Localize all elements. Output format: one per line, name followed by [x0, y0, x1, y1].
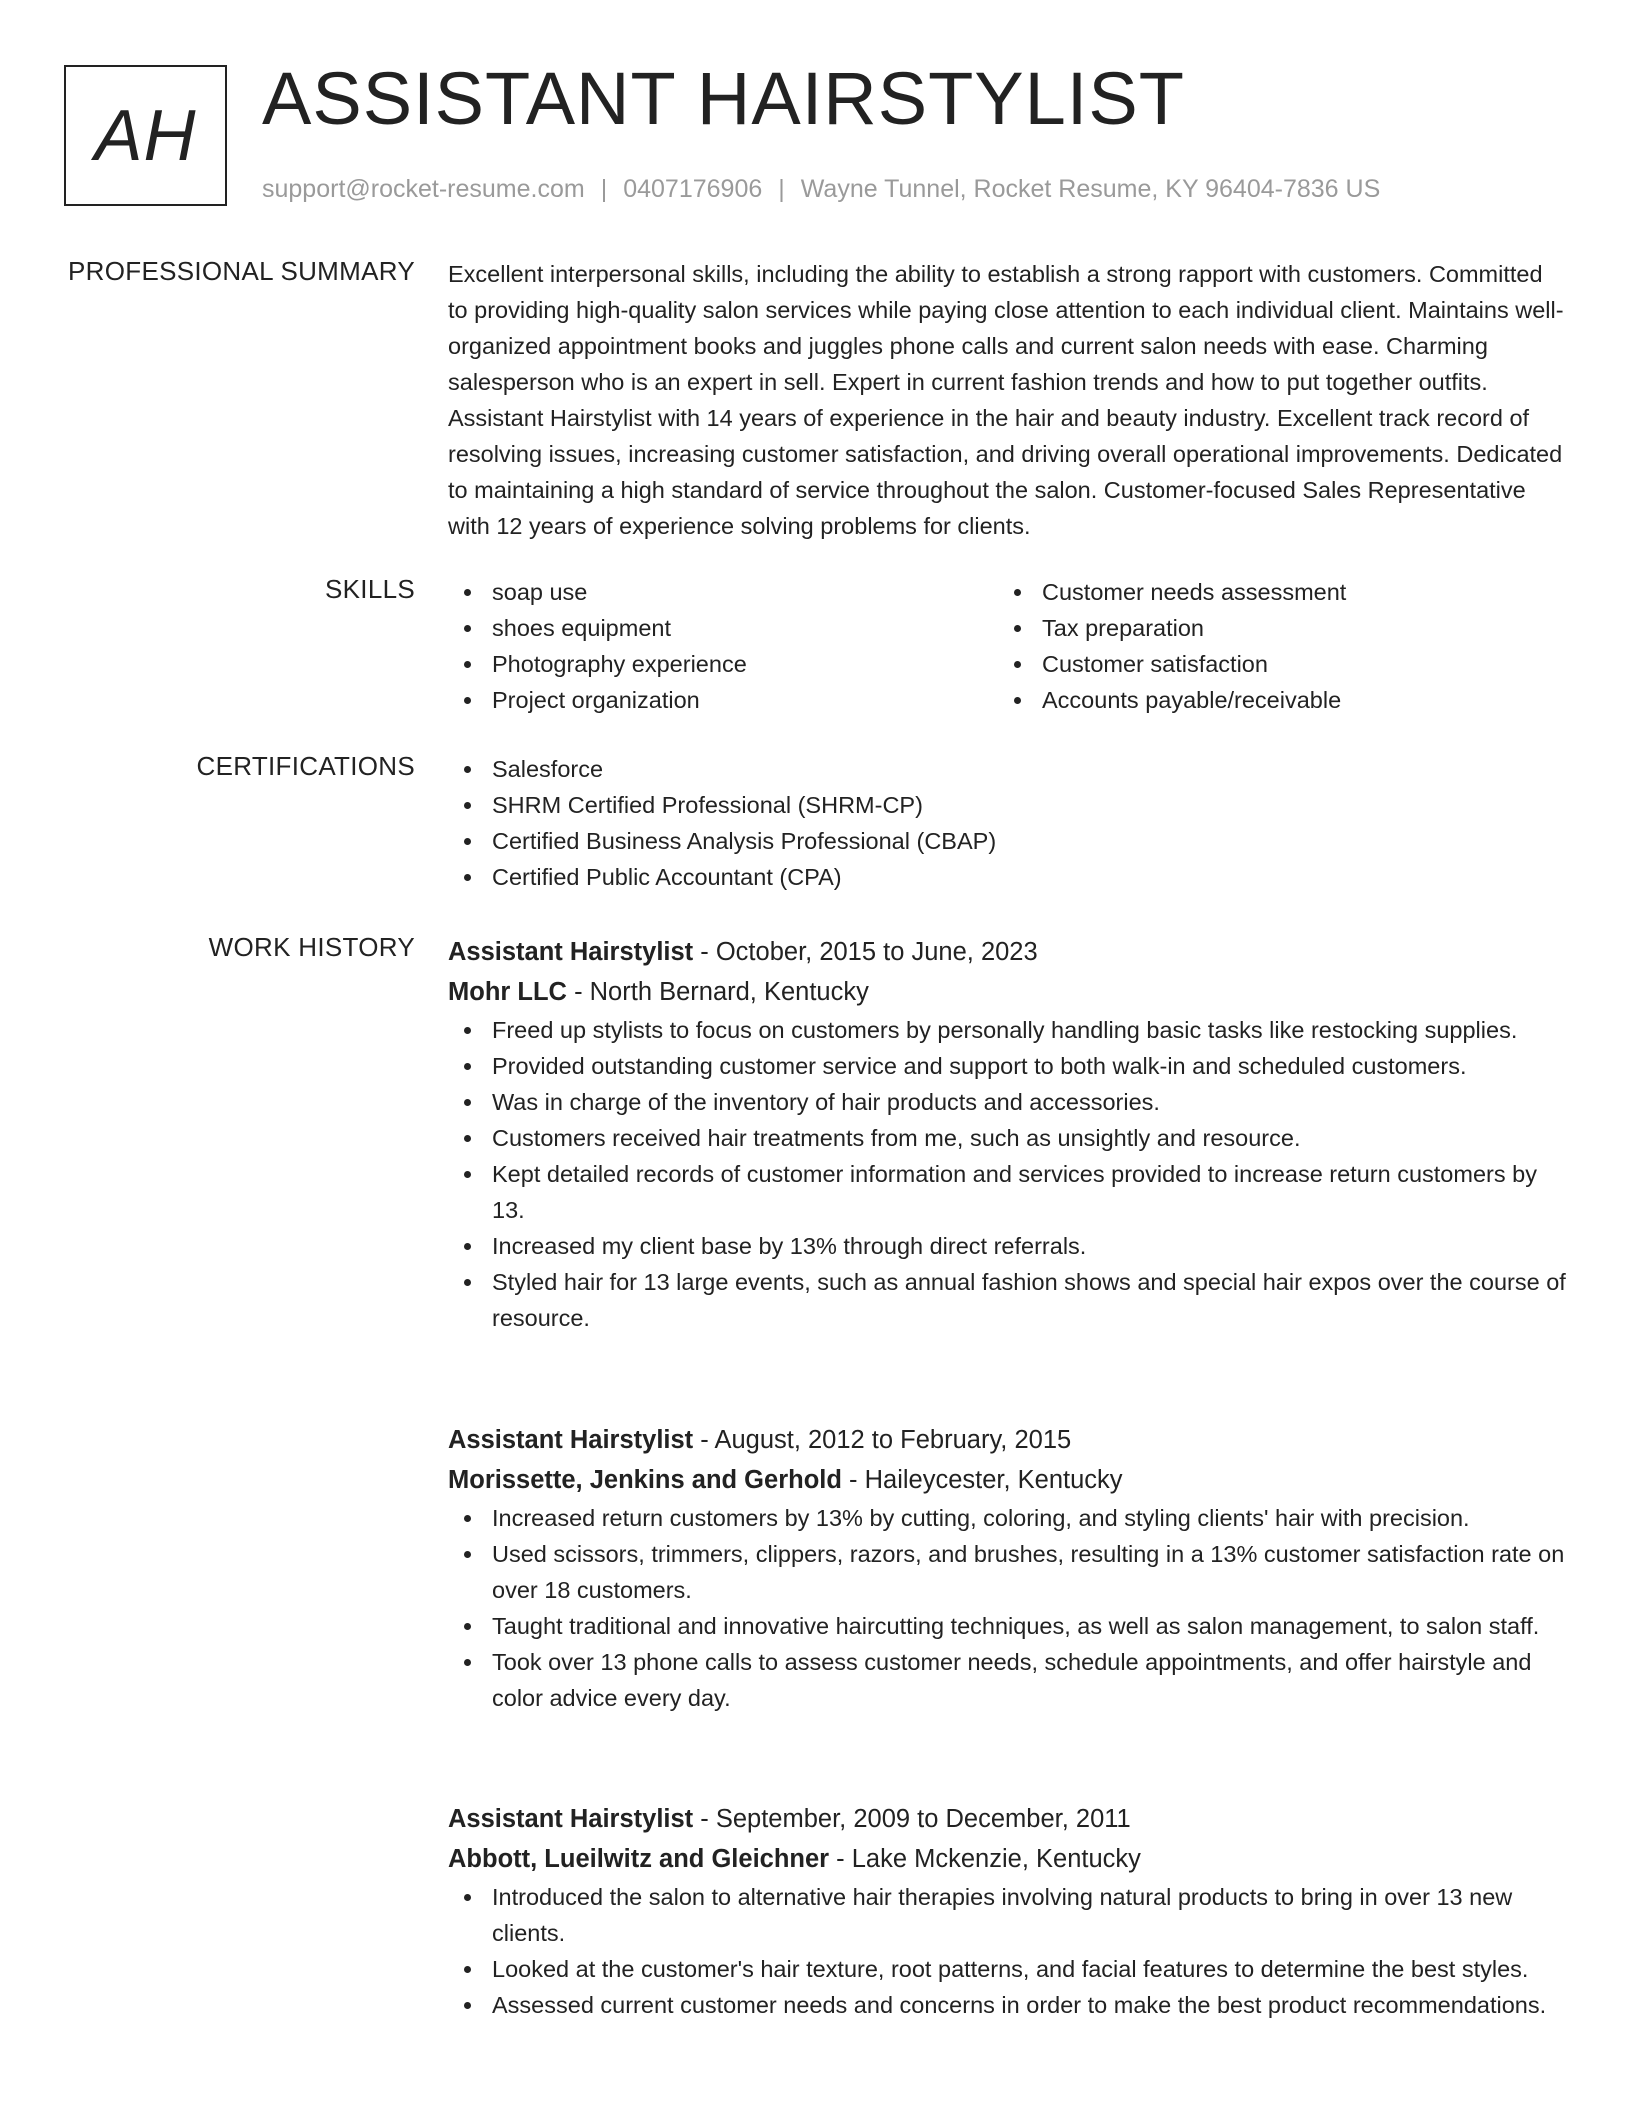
contact-email: support@rocket-resume.com [262, 175, 585, 203]
job-title-line [448, 1799, 1568, 1839]
job-bullet: Looked at the customer's hair texture, root patterns, and facial features to determine the best styles. [448, 1951, 1568, 1987]
contact-phone: 0407176906 [623, 175, 763, 203]
job-bullet: Introduced the salon to alternative hair therapies involving natural products to bring in over 13 new clients. [448, 1879, 1568, 1951]
skills-list-left [448, 574, 998, 718]
certification-item: SHRM Certified Professional (SHRM-CP) [448, 787, 1568, 823]
summary-label: PROFESSIONAL SUMMARY [68, 256, 415, 286]
skills-column-left [448, 574, 998, 718]
certifications-label: CERTIFICATIONS [196, 751, 415, 781]
job-title: Assistant Hairstylist [448, 1426, 694, 1454]
skill-item: Customer needs assessment [998, 574, 1548, 610]
job-company-line [448, 1839, 1568, 1879]
skill-item: Project organization [448, 682, 998, 718]
job-entry [448, 1420, 1568, 1716]
resume-title: ASSISTANT HAIRSTYLIST [262, 57, 1185, 140]
job-title-line [448, 1420, 1568, 1460]
job-bullet: Customers received hair treatments from me, such as unsightly and resource. [448, 1120, 1568, 1156]
job-bullet: Taught traditional and innovative haircutting techniques, as well as salon management, to salon staff. [448, 1608, 1568, 1644]
job-dates: - October, 2015 to June, 2023 [693, 938, 1038, 966]
skills-body [448, 574, 1568, 718]
job-title-line [448, 932, 1568, 972]
job-company: Mohr LLC [448, 978, 567, 1006]
job-location: - Lake Mckenzie, Kentucky [829, 1845, 1141, 1873]
skill-item: Photography experience [448, 646, 998, 682]
job-dates: - August, 2012 to February, 2015 [693, 1426, 1072, 1454]
contact-address: Wayne Tunnel, Rocket Resume, KY 96404-7836 US [800, 175, 1381, 203]
certification-item: Certified Public Accountant (CPA) [448, 859, 1568, 895]
skill-item: Accounts payable/receivable [998, 682, 1548, 718]
job-bullet: Took over 13 phone calls to assess customer needs, schedule appointments, and offer hairstyle and color advice every day. [448, 1644, 1568, 1716]
job-location: - Haileycester, Kentucky [841, 1466, 1123, 1494]
skill-item: soap use [448, 574, 998, 610]
job-bullet: Used scissors, trimmers, clippers, razors, and brushes, resulting in a 13% customer satisfaction rate on over 18 customers. [448, 1536, 1568, 1608]
job-title: Assistant Hairstylist [448, 1805, 694, 1833]
job-title: Assistant Hairstylist [448, 938, 694, 966]
job-company: Morissette, Jenkins and Gerhold [448, 1466, 842, 1494]
skill-item: shoes equipment [448, 610, 998, 646]
job-location: - North Bernard, Kentucky [566, 978, 869, 1006]
certification-item: Salesforce [448, 751, 1568, 787]
certifications-body [448, 751, 1568, 895]
skill-item: Tax preparation [998, 610, 1548, 646]
certifications-list [448, 751, 1568, 895]
skills-grid [448, 574, 1568, 718]
job-company-line [448, 1460, 1568, 1500]
job-bullet: Freed up stylists to focus on customers by personally handling basic tasks like restocking supplies. [448, 1012, 1568, 1048]
skill-item: Customer satisfaction [998, 646, 1548, 682]
job-bullet: Kept detailed records of customer information and services provided to increase return customers by 13. [448, 1156, 1568, 1228]
job-entry [448, 1799, 1568, 2023]
summary-text: Excellent interpersonal skills, including the ability to establish a strong rapport with customers. Committed to providing high-quality salon services while paying close attention to each individual client. Maintains well-organized appointment books and juggles phone calls and current salon needs with ease. Charming salesperson who is an expert in sell. Expert in current fashion trends and how to put together outfits. Assistant Hairstylist with 14 years of experience in the hair and beauty industry. Excellent track record of resolving issues, increasing customer satisfaction, and driving overall operational improvements. Dedicated to maintaining a high standard of service throughout the salon. Customer-focused Sales Representative with 12 years of experience solving problems for clients. [448, 261, 1564, 539]
job-bullet: Styled hair for 13 large events, such as annual fashion shows and special hair expos over the course of resource. [448, 1264, 1568, 1336]
job-dates: - September, 2009 to December, 2011 [693, 1805, 1131, 1833]
job-company: Abbott, Lueilwitz and Gleichner [448, 1845, 830, 1873]
contact-line [262, 175, 1380, 204]
job-bullet-list [448, 1500, 1568, 1716]
job-bullet: Provided outstanding customer service and support to both walk-in and scheduled customers. [448, 1048, 1568, 1084]
skills-list-right [998, 574, 1548, 718]
job-company-line [448, 972, 1568, 1012]
skills-column-right [998, 574, 1548, 718]
job-entry [448, 932, 1568, 1336]
work-history-label: WORK HISTORY [208, 932, 415, 962]
skills-label: SKILLS [325, 574, 415, 604]
job-bullet: Increased my client base by 13% through direct referrals. [448, 1228, 1568, 1264]
job-bullet: Increased return customers by 13% by cutting, coloring, and styling clients' hair with precision. [448, 1500, 1568, 1536]
contact-separator: | [600, 175, 608, 203]
job-bullet-list [448, 1879, 1568, 2023]
contact-separator: | [778, 175, 785, 203]
summary-body [448, 256, 1568, 544]
certification-item: Certified Business Analysis Professional (CBAP) [448, 823, 1568, 859]
job-bullet: Assessed current customer needs and concerns in order to make the best product recommendations. [448, 1987, 1568, 2023]
job-bullet-list [448, 1012, 1568, 1336]
monogram: AH [94, 95, 197, 176]
monogram-box [64, 65, 227, 206]
job-bullet: Was in charge of the inventory of hair products and accessories. [448, 1084, 1568, 1120]
